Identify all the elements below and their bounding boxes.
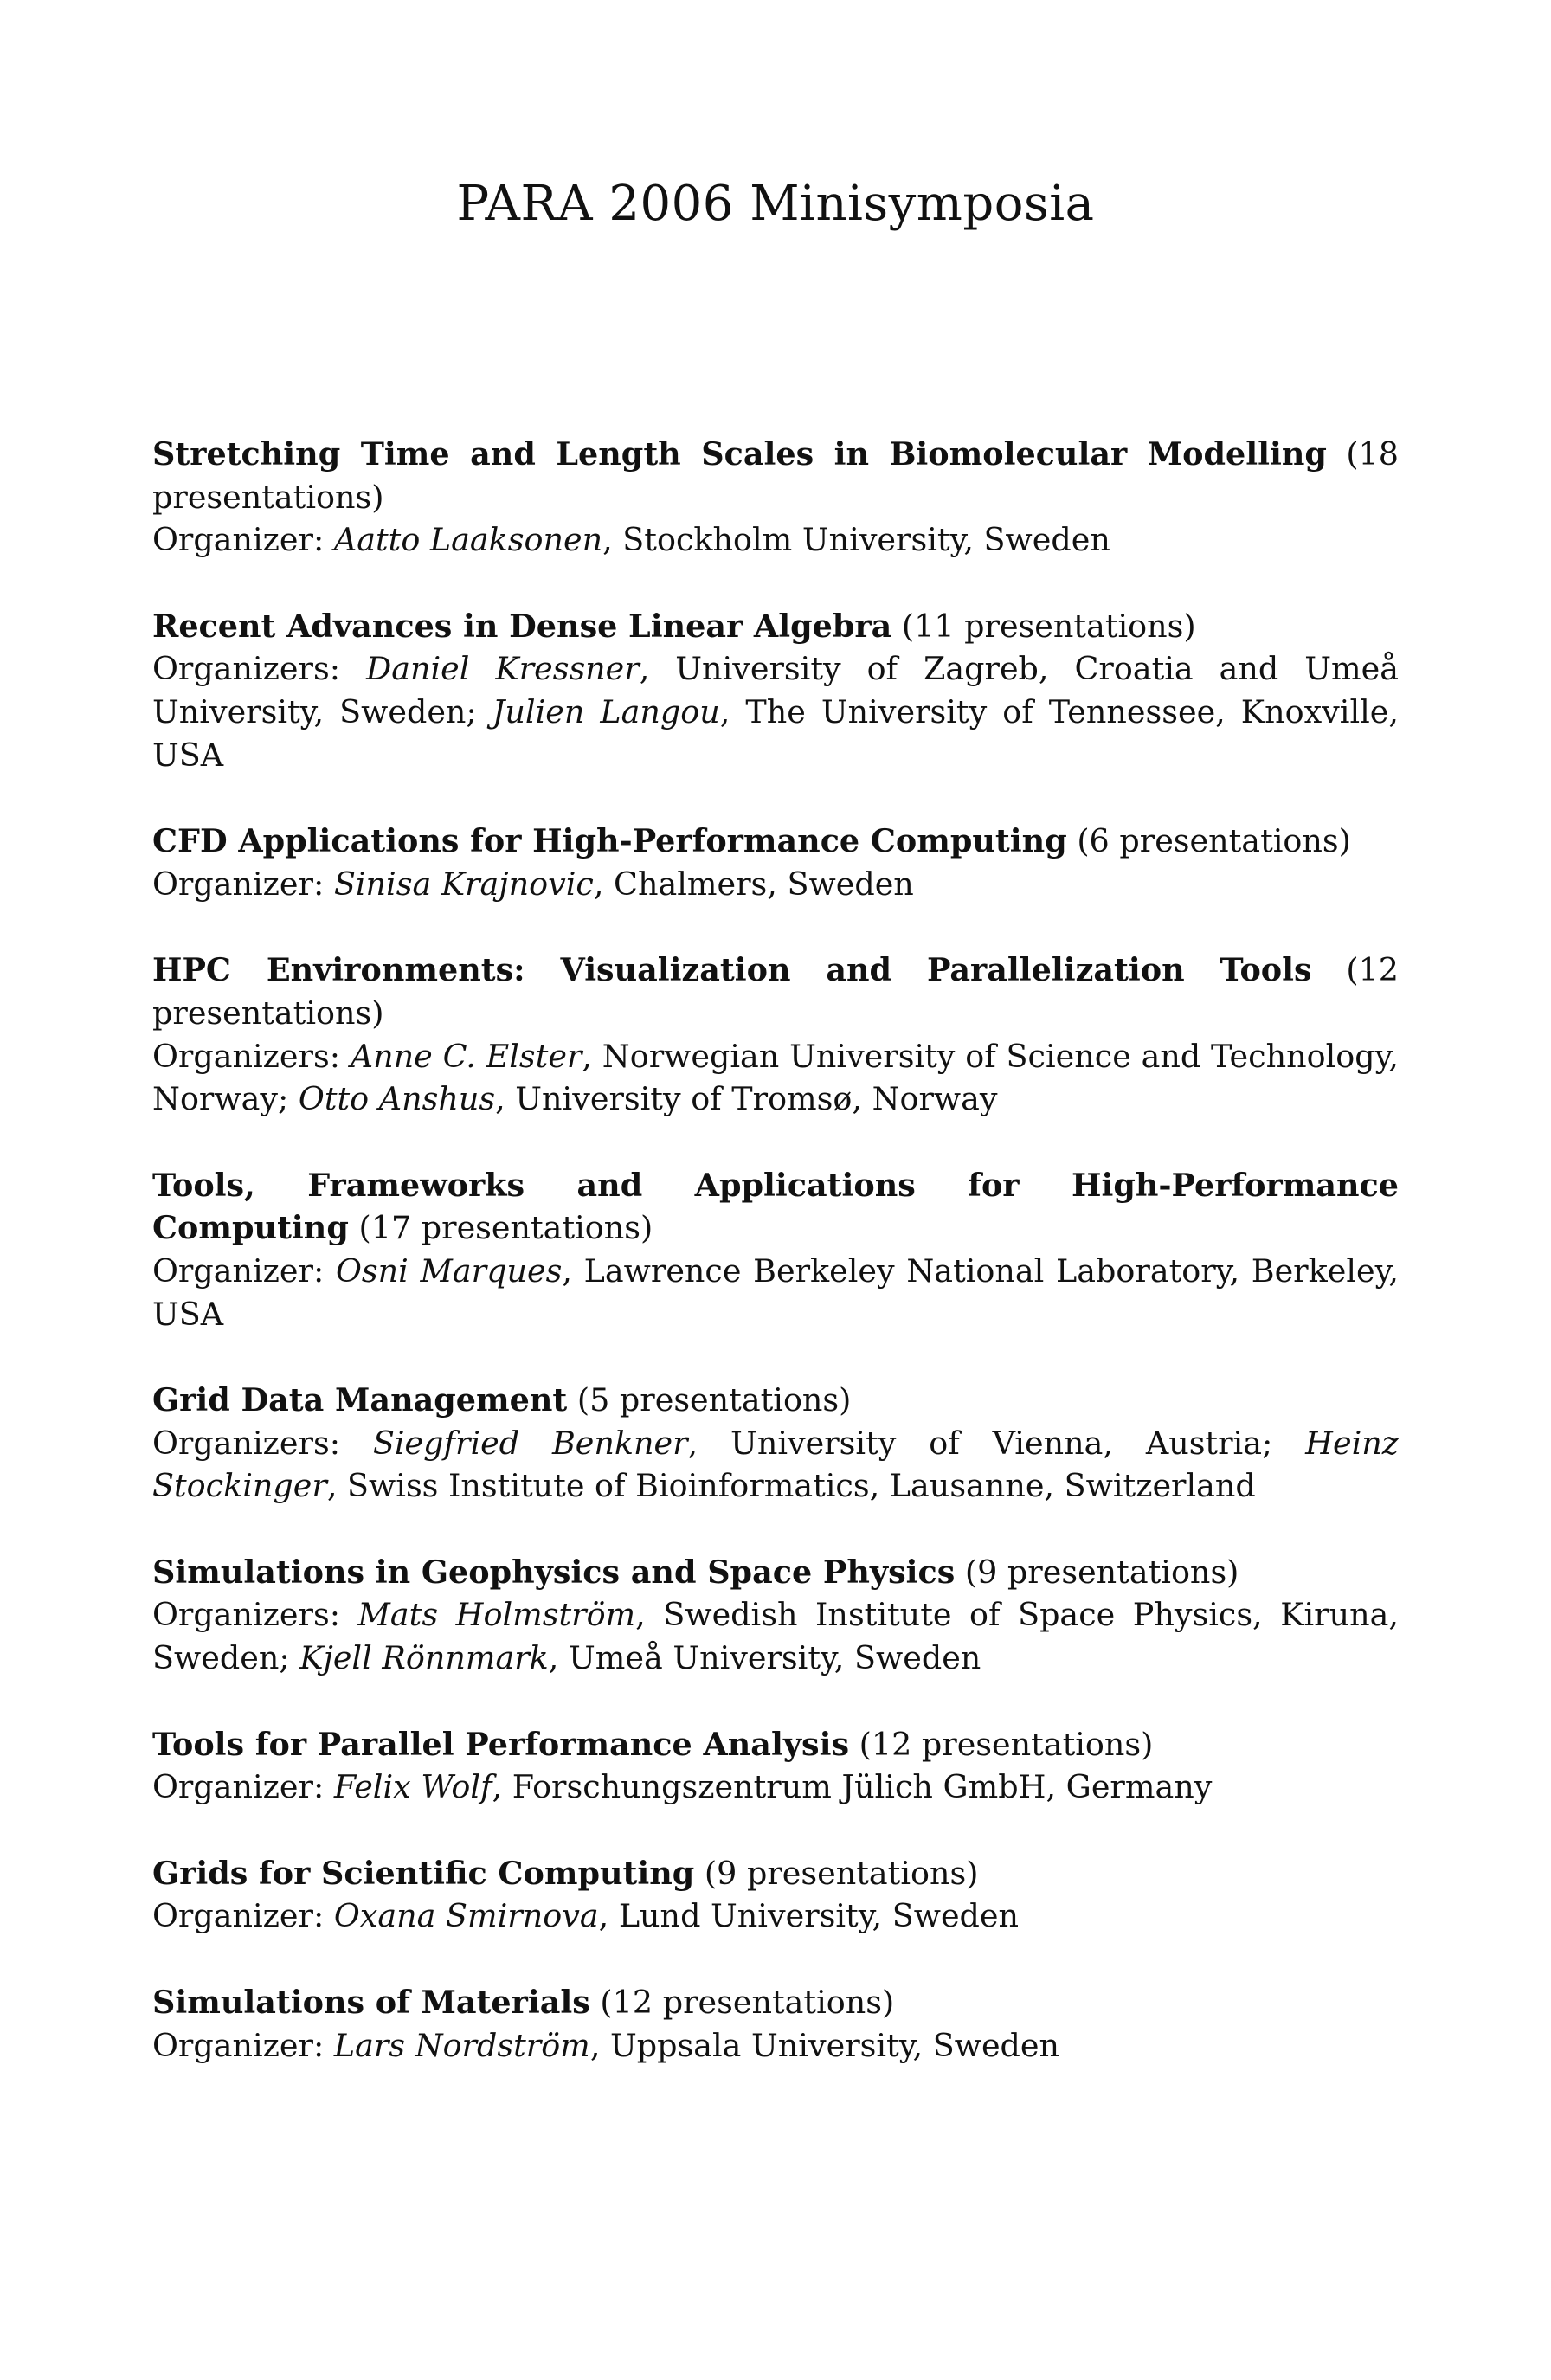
presentation-count: (11 presentations) — [891, 607, 1196, 645]
organizer-label: Organizer: — [152, 1768, 334, 1806]
organizer-label: Organizer: — [152, 1897, 334, 1935]
presentation-count: (18 presentations) — [152, 435, 1399, 516]
organizer-name: Julien Langou — [492, 692, 720, 730]
organizer-name: Anne C. Elster — [350, 1037, 582, 1075]
organizers-line — [152, 518, 1399, 562]
organizer-name: Felix Wolf — [333, 1768, 492, 1806]
minisymposium-entry — [152, 1551, 1399, 1680]
organizer-affiliation: , Swedish Institute of Space Physics, Kiruna, Sweden; — [152, 1596, 1399, 1677]
minisymposium-heading — [152, 949, 1399, 1034]
organizer-affiliation: , University of Zagreb, Croatia and Umeå University, Sweden; — [152, 650, 1399, 730]
minisymposium-title: Tools, Frameworks and Applications for High-Performance Computing — [152, 1166, 1399, 1247]
presentation-count: (9 presentations) — [955, 1553, 1239, 1591]
organizers-line — [152, 2024, 1399, 2068]
organizer-affiliation: , Lawrence Berkeley National Laboratory, Berkeley, USA — [152, 1251, 1399, 1333]
minisymposium-entry — [152, 820, 1399, 905]
minisymposium-heading — [152, 1852, 1399, 1895]
organizers-line — [152, 1422, 1399, 1508]
organizer-affiliation: , The University of Tennessee, Knoxville, USA — [152, 692, 1399, 774]
organizer-label: Organizers: — [152, 1037, 351, 1075]
organizer-affiliation: , Stockholm University, Sweden — [602, 521, 1110, 559]
organizer-name: Daniel Kressner — [365, 650, 640, 688]
minisymposium-title: Grids for Scientific Computing — [152, 1854, 695, 1892]
organizer-name: Otto Anshus — [298, 1080, 496, 1118]
organizer-name: Siegfried Benkner — [372, 1424, 688, 1462]
minisymposium-title: CFD Applications for High-Performance Computing — [152, 822, 1067, 860]
organizer-affiliation: , University of Vienna, Austria; — [687, 1424, 1306, 1462]
minisymposium-heading — [152, 1551, 1399, 1594]
organizers-line — [152, 1035, 1399, 1121]
organizer-name: Sinisa Krajnovic — [333, 865, 594, 903]
organizer-name: Mats Holmström — [357, 1596, 636, 1634]
minisymposia-list — [152, 433, 1399, 2110]
minisymposium-title: HPC Environments: Visualization and Parallelization Tools — [152, 951, 1312, 989]
presentation-count: (12 presentations) — [152, 951, 1400, 1032]
minisymposium-entry — [152, 1981, 1399, 2067]
minisymposium-entry — [152, 1379, 1399, 1508]
organizer-label: Organizers: — [152, 1596, 358, 1634]
organizer-name: Lars Nordström — [333, 2026, 590, 2064]
presentation-count: (6 presentations) — [1066, 822, 1351, 860]
minisymposium-entry — [152, 433, 1399, 562]
minisymposium-title: Simulations in Geophysics and Space Physics — [152, 1553, 956, 1591]
organizer-affiliation: , University of Tromsø, Norway — [495, 1080, 998, 1118]
organizer-name: Osni Marques — [335, 1251, 563, 1290]
minisymposium-entry — [152, 949, 1399, 1120]
organizers-line — [152, 1766, 1399, 1809]
minisymposium-entry — [152, 605, 1399, 776]
minisymposium-heading — [152, 1164, 1399, 1250]
presentation-count: (5 presentations) — [567, 1381, 852, 1419]
minisymposium-heading — [152, 1379, 1399, 1422]
minisymposium-title: Recent Advances in Dense Linear Algebra — [152, 607, 892, 645]
organizers-line — [152, 1894, 1399, 1938]
organizers-line — [152, 863, 1399, 906]
organizer-affiliation: , Norwegian University of Science and Technology, Norway; — [152, 1037, 1399, 1118]
organizer-label: Organizer: — [152, 1251, 336, 1290]
organizers-line — [152, 1250, 1399, 1335]
minisymposium-heading — [152, 1723, 1399, 1766]
page-title: PARA 2006 Minisymposia — [456, 176, 1095, 232]
organizer-affiliation: , Forschungszentrum Jülich GmbH, Germany — [492, 1768, 1213, 1806]
organizer-affiliation: , Umeå University, Sweden — [548, 1639, 981, 1677]
minisymposium-title: Grid Data Management — [152, 1381, 568, 1419]
organizer-label: Organizer: — [152, 521, 334, 559]
presentation-count: (9 presentations) — [694, 1854, 979, 1892]
organizer-label: Organizers: — [152, 1424, 373, 1462]
organizer-name: Aatto Laaksonen — [333, 521, 603, 559]
organizer-label: Organizer: — [152, 2026, 334, 2064]
minisymposium-entry — [152, 1723, 1399, 1809]
minisymposium-entry — [152, 1852, 1399, 1938]
organizer-label: Organizer: — [152, 865, 334, 903]
minisymposium-heading — [152, 433, 1399, 518]
minisymposium-heading — [152, 605, 1399, 648]
minisymposium-title: Simulations of Materials — [152, 1984, 590, 2022]
minisymposium-heading — [152, 1981, 1399, 2024]
organizers-line — [152, 1593, 1399, 1679]
minisymposium-title: Tools for Parallel Performance Analysis — [152, 1725, 849, 1763]
organizer-affiliation: , Swiss Institute of Bioinformatics, Lausanne, Switzerland — [326, 1467, 1256, 1505]
minisymposium-entry — [152, 1164, 1399, 1335]
organizer-label: Organizers: — [152, 650, 366, 688]
organizer-name: Kjell Rönnmark — [299, 1639, 549, 1677]
presentation-count: (17 presentations) — [348, 1209, 653, 1247]
organizer-affiliation: , Chalmers, Sweden — [593, 865, 914, 903]
organizer-name: Heinz Stockinger — [152, 1424, 1399, 1505]
minisymposium-title: Stretching Time and Length Scales in Biomolecular Modelling — [152, 435, 1327, 473]
organizer-name: Oxana Smirnova — [333, 1897, 599, 1935]
organizers-line — [152, 647, 1399, 776]
organizer-affiliation: , Lund University, Sweden — [598, 1897, 1020, 1935]
organizer-affiliation: , Uppsala University, Sweden — [589, 2026, 1060, 2064]
minisymposium-heading — [152, 820, 1399, 863]
presentation-count: (12 presentations) — [849, 1725, 1154, 1763]
presentation-count: (12 presentations) — [589, 1984, 895, 2022]
